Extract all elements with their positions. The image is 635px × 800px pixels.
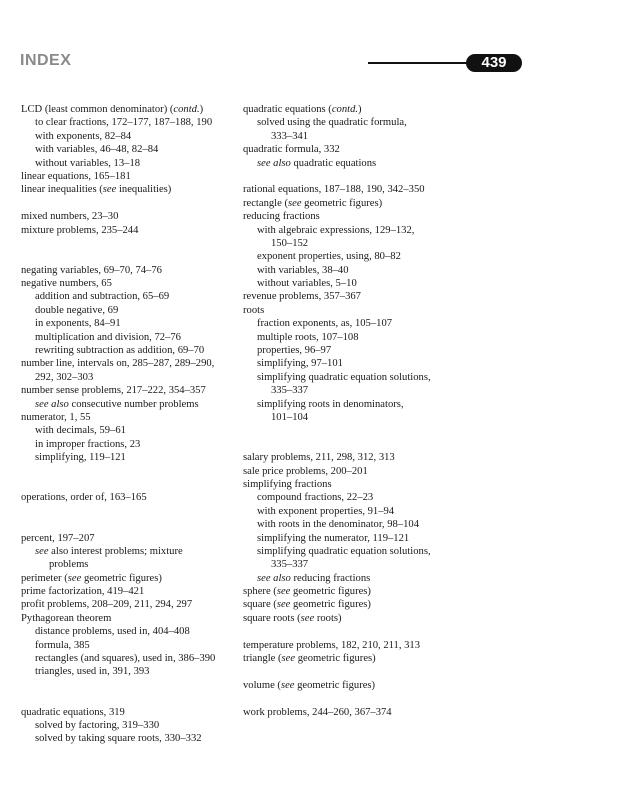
index-entry: quadratic formula, 332 xyxy=(243,144,340,156)
index-entry: number line, intervals on, 285–287, 289–290, xyxy=(21,358,215,370)
index-entry: perimeter (see geometric figures) xyxy=(21,572,162,584)
index-entry: negating variables, 69–70, 74–76 xyxy=(21,264,162,276)
index-subentry: see also reducing fractions xyxy=(257,572,371,584)
index-subentry: with decimals, 59–61 xyxy=(35,425,126,437)
index-entry: negative numbers, 65 xyxy=(21,278,112,290)
index-subentry: without variables, 13–18 xyxy=(35,157,141,169)
index-subentry: formula, 385 xyxy=(35,639,90,651)
index-column-right xyxy=(243,103,473,719)
index-subentry: in exponents, 84–91 xyxy=(35,318,121,330)
index-subentry: simplifying, 97–101 xyxy=(257,358,343,370)
index-subentry: solved by factoring, 319–330 xyxy=(35,719,160,731)
index-subentry: with algebraic expressions, 129–132, xyxy=(257,224,415,236)
index-subentry: simplifying quadratic equation solutions, xyxy=(257,371,431,383)
index-entry: revenue problems, 357–367 xyxy=(243,291,361,303)
index-subentry: solved by taking square roots, 330–332 xyxy=(35,733,202,745)
index-continuation: 101–104 xyxy=(271,411,309,423)
index-subentry: exponent properties, using, 80–82 xyxy=(257,251,401,263)
index-entry: sale price problems, 200–201 xyxy=(243,465,368,477)
index-subentry: to clear fractions, 172–177, 187–188, 190 xyxy=(35,117,213,129)
index-entry: temperature problems, 182, 210, 211, 313 xyxy=(243,639,421,651)
index-subentry: multiplication and division, 72–76 xyxy=(35,331,181,343)
index-entry: percent, 197–207 xyxy=(21,532,95,544)
index-entry: work problems, 244–260, 367–374 xyxy=(243,706,392,718)
index-subentry: double negative, 69 xyxy=(35,304,119,316)
index-continuation: 150–152 xyxy=(271,237,309,249)
index-continuation: 333–341 xyxy=(271,130,309,142)
index-subentry: simplifying quadratic equation solutions, xyxy=(257,545,431,557)
index-continuation: 335–337 xyxy=(271,559,309,571)
index-entry: roots xyxy=(243,304,265,316)
index-entry: triangle (see geometric figures) xyxy=(243,653,376,665)
index-entry: simplifying fractions xyxy=(243,478,332,490)
index-continuation: 292, 302–303 xyxy=(35,371,94,383)
index-subentry: in improper fractions, 23 xyxy=(35,438,141,450)
index-subentry: rewriting subtraction as addition, 69–70 xyxy=(35,345,205,357)
index-entry: Pythagorean theorem xyxy=(21,612,112,624)
index-entry: LCD (least common denominator) (contd.) xyxy=(21,104,204,115)
index-subentry: with exponents, 82–84 xyxy=(35,130,132,142)
index-subentry: fraction exponents, as, 105–107 xyxy=(257,318,393,330)
index-entry: square roots (see roots) xyxy=(243,612,342,624)
index-entry: reducing fractions xyxy=(243,211,320,223)
index-entry: volume (see geometric figures) xyxy=(243,679,376,691)
index-entry: linear equations, 165–181 xyxy=(21,170,131,182)
index-entry: rational equations, 187–188, 190, 342–350 xyxy=(243,184,425,196)
index-subentry: distance problems, used in, 404–408 xyxy=(35,626,190,638)
index-subentry: triangles, used in, 391, 393 xyxy=(35,666,150,678)
index-entry: operations, order of, 163–165 xyxy=(21,492,147,504)
index-subentry: see also quadratic equations xyxy=(257,157,377,169)
index-entry: salary problems, 211, 298, 312, 313 xyxy=(243,452,395,464)
index-subentry: multiple roots, 107–108 xyxy=(257,331,359,343)
index-column-left xyxy=(21,103,241,746)
page-number-badge: 439 xyxy=(466,54,522,72)
index-subentry: with variables, 46–48, 82–84 xyxy=(35,144,159,156)
index-subentry: properties, 96–97 xyxy=(257,345,332,357)
index-subentry: simplifying the numerator, 119–121 xyxy=(257,532,410,544)
page-title: INDEX xyxy=(20,52,72,69)
index-entry: rectangle (see geometric figures) xyxy=(243,197,383,209)
index-continuation: problems xyxy=(49,559,89,571)
index-subentry: see also interest problems; mixture xyxy=(35,545,183,557)
index-subentry: simplifying roots in denominators, xyxy=(257,398,404,410)
index-entry: linear inequalities (see inequalities) xyxy=(21,184,172,196)
index-entry: mixture problems, 235–244 xyxy=(21,224,139,236)
index-continuation: 335–337 xyxy=(271,385,309,397)
index-subentry: with variables, 38–40 xyxy=(257,264,349,276)
index-subentry: with roots in the denominator, 98–104 xyxy=(257,519,419,531)
index-subentry: compound fractions, 22–23 xyxy=(257,492,374,504)
index-subentry: rectangles (and squares), used in, 386–390 xyxy=(35,653,216,665)
index-subentry: with exponent properties, 91–94 xyxy=(257,505,395,517)
index-entry: numerator, 1, 55 xyxy=(21,411,91,423)
index-entry: square (see geometric figures) xyxy=(243,599,371,611)
index-entry: number sense problems, 217–222, 354–357 xyxy=(21,385,206,397)
index-subentry: see also consecutive number problems xyxy=(35,398,199,410)
index-subentry: solved using the quadratic formula, xyxy=(257,117,407,129)
index-entry: prime factorization, 419–421 xyxy=(21,586,145,598)
index-subentry: without variables, 5–10 xyxy=(257,278,357,290)
index-entry: sphere (see geometric figures) xyxy=(243,586,371,598)
index-subentry: simplifying, 119–121 xyxy=(35,452,126,464)
index-entry: quadratic equations, 319 xyxy=(21,706,125,718)
index-subentry: addition and subtraction, 65–69 xyxy=(35,291,170,303)
index-entry: mixed numbers, 23–30 xyxy=(21,211,119,223)
header-rule xyxy=(368,62,478,64)
index-entry: quadratic equations (contd.) xyxy=(243,104,362,115)
index-entry: profit problems, 208–209, 211, 294, 297 xyxy=(21,599,193,611)
